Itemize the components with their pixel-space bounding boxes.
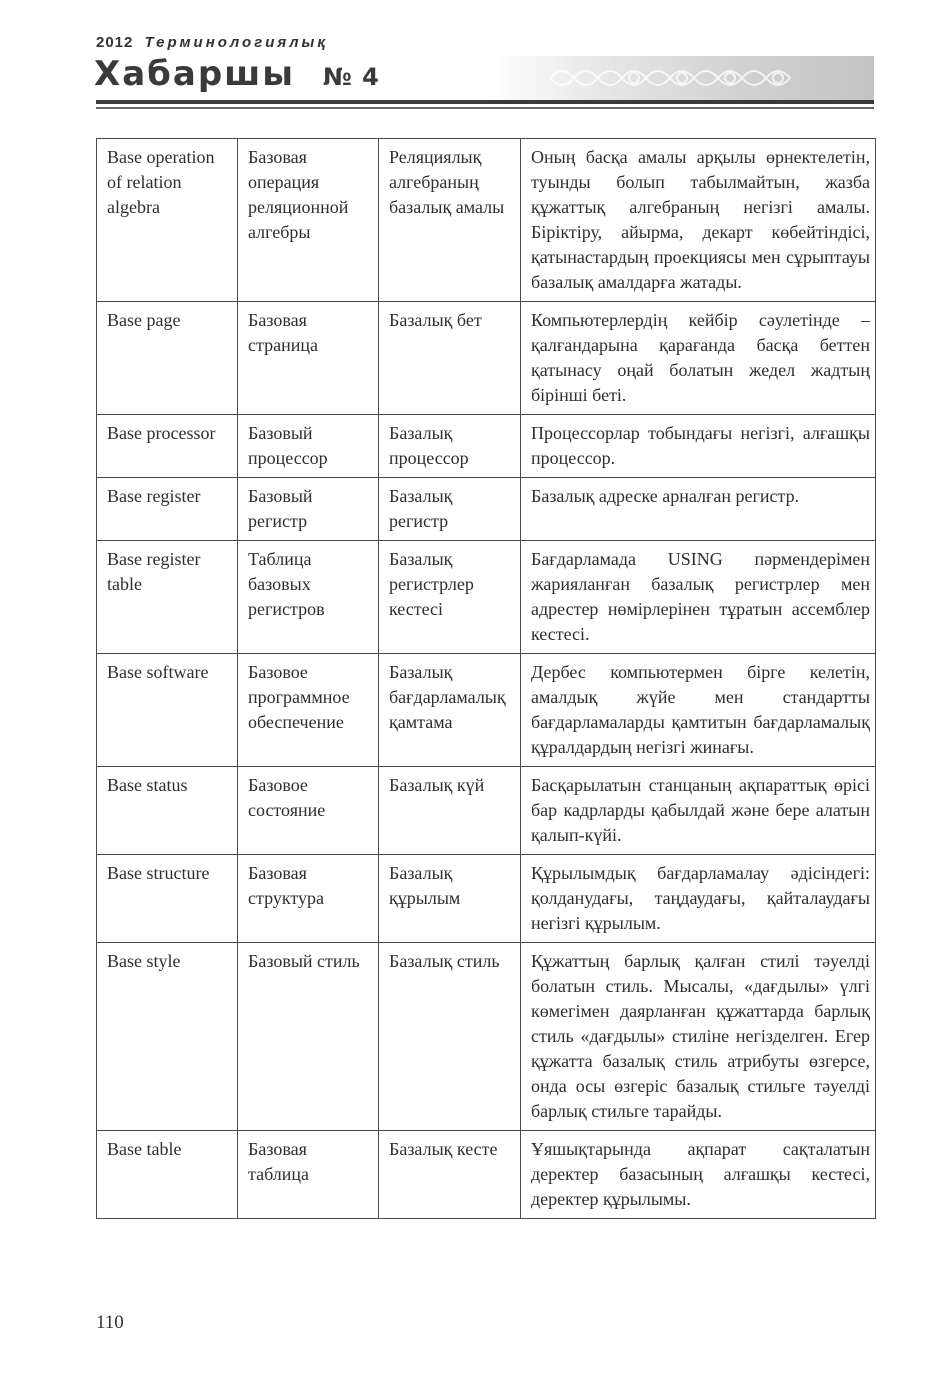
- term-kazakh: Базалық күй: [379, 767, 521, 855]
- term-kazakh: Базалық регистр: [379, 478, 521, 541]
- journal-header: [0, 0, 931, 120]
- table-row: [97, 767, 876, 855]
- term-kazakh: Базалық құрылым: [379, 855, 521, 943]
- term-definition: Бағдарламада USING пәрмендерімен жарияланған базалық регистрлер мен адрестер нөмірлерінен тұратын ассемблер кестесі.: [521, 541, 876, 654]
- term-english: Base style: [97, 943, 238, 1131]
- term-definition: Базалық адреске арналған регистр.: [521, 478, 876, 541]
- page-number: 110: [96, 1312, 124, 1333]
- term-kazakh: Базалық бағдарламалық қамтама: [379, 654, 521, 767]
- table-row: [97, 943, 876, 1131]
- term-kazakh: Базалық кесте: [379, 1131, 521, 1219]
- header-rule-thick: [96, 100, 874, 104]
- glossary-table: [96, 138, 876, 1219]
- term-english: Base software: [97, 654, 238, 767]
- term-russian: Базовое программное обеспечение: [238, 654, 379, 767]
- term-definition: Құрылымдық бағдарламалау әдісіндегі: қолданудағы, таңдаудағы, қайталаудағы негізгі құрылым.: [521, 855, 876, 943]
- term-kazakh: Реляциялық алгебраның базалық амалы: [379, 139, 521, 302]
- term-russian: Базовый процессор: [238, 415, 379, 478]
- term-definition: Оның басқа амалы арқылы өрнектелетін, туынды болып табылмайтын, жазба құжаттық алгебраның негізгі амалы. Біріктіру, айырма, декарт көбейтіндісі, қатынастардың проекциясы мен сұрыптауы базалық амалдарға жатады.: [521, 139, 876, 302]
- table-row: [97, 415, 876, 478]
- table-row: [97, 478, 876, 541]
- term-kazakh: Базалық бет: [379, 302, 521, 415]
- term-english: Base register table: [97, 541, 238, 654]
- term-kazakh: Базалық процессор: [379, 415, 521, 478]
- term-definition: Ұяшықтарында ақпарат сақталатын деректер базасының алғашқы кестесі, деректер құрылымы.: [521, 1131, 876, 1219]
- term-english: Base status: [97, 767, 238, 855]
- term-russian: Базовая структура: [238, 855, 379, 943]
- header-rule-thin: [96, 107, 874, 109]
- term-english: Base table: [97, 1131, 238, 1219]
- table-row: [97, 654, 876, 767]
- term-kazakh: Базалық стиль: [379, 943, 521, 1131]
- term-russian: Базовая страница: [238, 302, 379, 415]
- term-english: Base page: [97, 302, 238, 415]
- term-russian: Базовое состояние: [238, 767, 379, 855]
- term-russian: Таблица базовых регистров: [238, 541, 379, 654]
- term-russian: Базовая таблица: [238, 1131, 379, 1219]
- ornament-pattern-icon: [490, 56, 874, 100]
- journal-header-top-line: [96, 34, 328, 51]
- journal-year: 2012: [96, 34, 134, 51]
- table-row: [97, 302, 876, 415]
- term-definition: Процессорлар тобындағы негізгі, алғашқы процессор.: [521, 415, 876, 478]
- term-english: Base processor: [97, 415, 238, 478]
- journal-header-title-line: [94, 54, 380, 94]
- term-english: Base operation of relation algebra: [97, 139, 238, 302]
- table-row: [97, 1131, 876, 1219]
- journal-subtitle: Терминологиялық: [144, 34, 328, 51]
- term-english: Base register: [97, 478, 238, 541]
- decorative-ornament-band: [490, 56, 874, 100]
- journal-issue: № 4: [322, 63, 380, 91]
- table-row: [97, 541, 876, 654]
- term-russian: Базовый стиль: [238, 943, 379, 1131]
- term-definition: Құжаттың барлық қалған стилі тәуелді болатын стиль. Мысалы, «дағдылы» үлгі көмегімен даярланған құжаттарда барлық стиль «дағдылы» стиліне негізделген. Егер құжатта базалық стиль атрибуты өзгерсе, онда осы өзгеріс базалық стильге тәуелді барлық стильге тарайды.: [521, 943, 876, 1131]
- term-definition: Дербес компьютермен бірге келетін, амалдық жүйе мен стандартты бағдарламаларды қамтитын бағдарламалық құралдардың негізгі жинағы.: [521, 654, 876, 767]
- term-russian: Базовая операция реляционной алгебры: [238, 139, 379, 302]
- term-definition: Компьютерлердің кейбір сәулетінде – қалғандарына қарағанда басқа беттен қатынасу оңай болатын жедел жадтың бірінші беті.: [521, 302, 876, 415]
- table-row: [97, 139, 876, 302]
- term-kazakh: Базалық регистрлер кестесі: [379, 541, 521, 654]
- journal-title: Хабаршы: [94, 54, 296, 94]
- table-row: [97, 855, 876, 943]
- term-definition: Басқарылатын станцаның ақпараттық өрісі бар кадрларды қабылдай және бере алатын қалып-күйі.: [521, 767, 876, 855]
- term-english: Base structure: [97, 855, 238, 943]
- term-russian: Базовый регистр: [238, 478, 379, 541]
